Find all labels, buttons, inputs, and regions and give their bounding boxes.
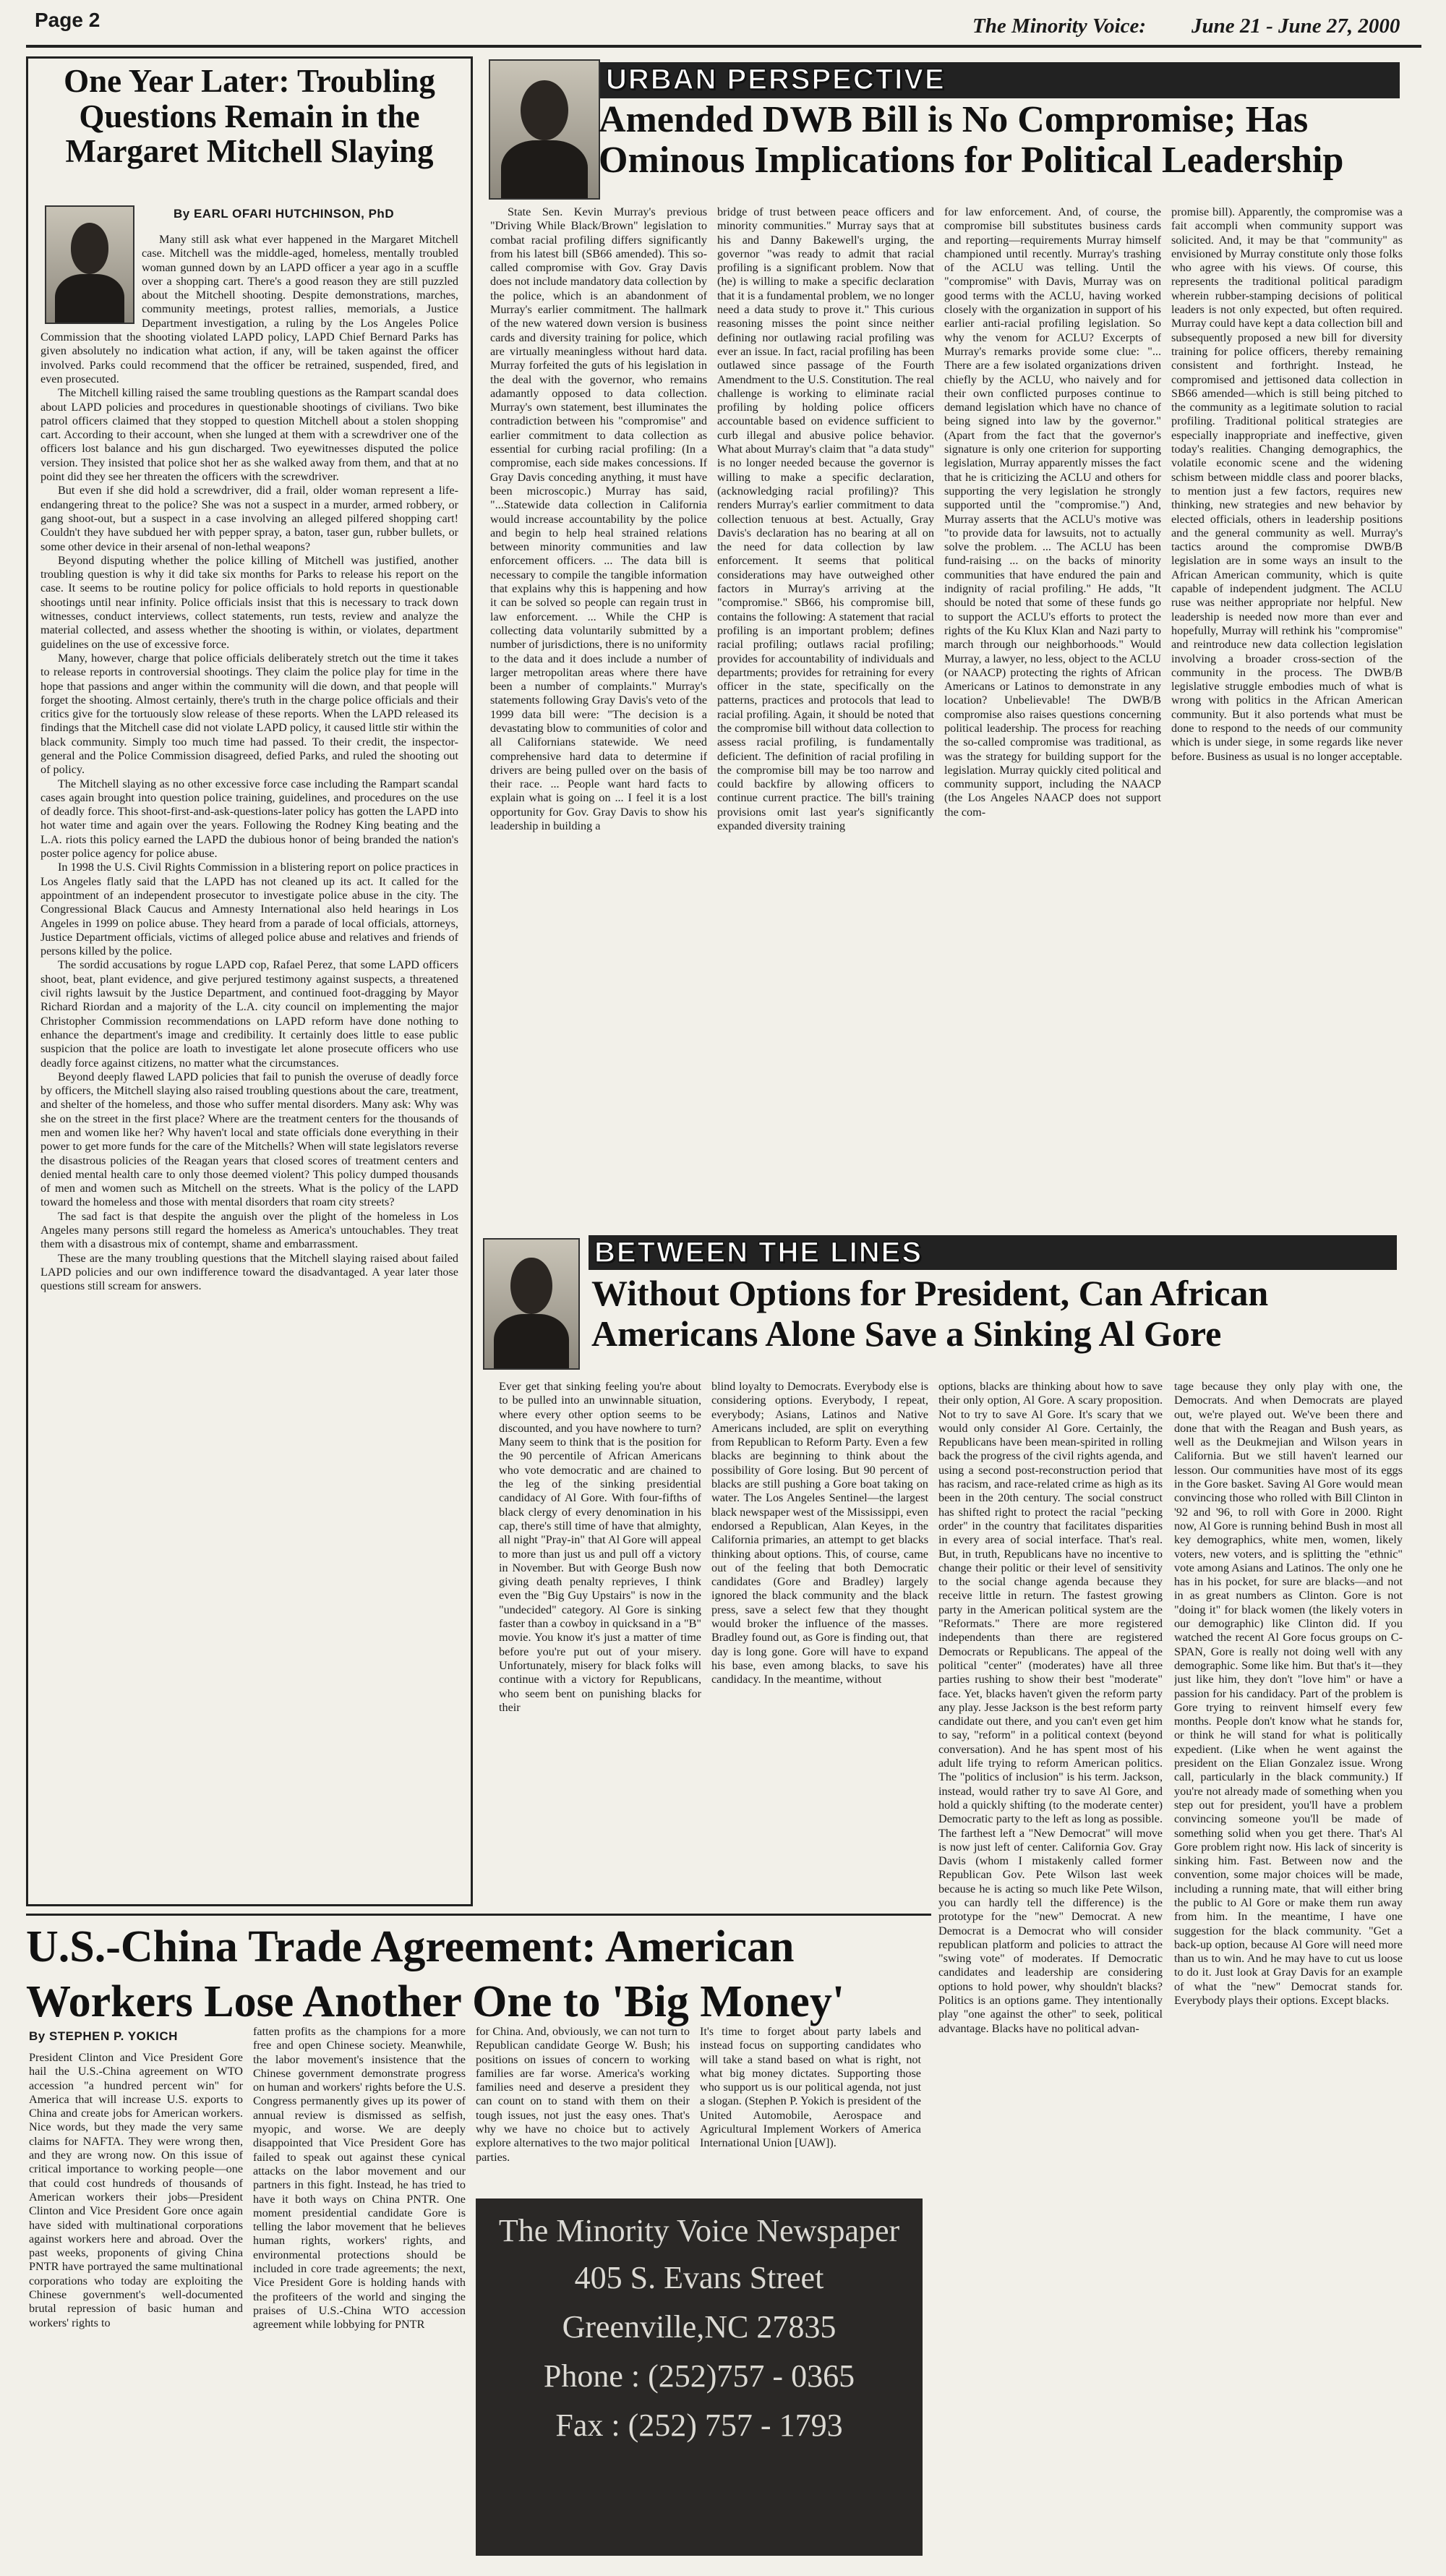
issue-dates: June 21 - June 27, 2000	[1192, 14, 1400, 38]
minority-voice-ad	[476, 2198, 923, 2556]
ad-line: Phone : (252)757 - 0365	[543, 2358, 855, 2394]
china-column-1: President Clinton and Vice President Gore hail the U.S.-China agreement on WTO accession "a hundred percent win" for America that will increase U.S. exports to China and create jobs for American workers. Nice words, but they made the very same claims for NAFTA. They were wrong then, and they are wrong now. On this issue of critical importance to working people—one that could cost hundreds of thousands of American workers their jobs—President Clinton and Vice President Gore once again have sided with multinational corporations against workers here and abroad. Over the past weeks, proponents of giving China PNTR have portrayed the same multinational corporations who today are exploiting the Chinese government's well-documented brutal repression of basic human and workers' rights to	[29, 2051, 243, 2329]
between-banner-text: BETWEEN THE LINES	[594, 1237, 923, 1268]
dwb-column-2: bridge of trust between peace officers and minority communities." Murray says that at his and Danny Bakewell's urging, the governor "was ready to admit that racial profiling is a significant problem. Now that (he) is willing to make a specific declaration that it is a fundamental problem, we no longer need a data study to prove it." This curious reasoning misses the point since neither defining nor outlawing racial profiling was ever an issue. In fact, racial profiling has been outlawed since passage of the Fourth Amendment to the U.S. Constitution. The real challenge is working to eliminate racial profiling by holding police officers accountable based on evidence sufficient to curb illegal and abusive police behavior. What about Murray's claim that "a data study" is no longer needed because the governor is willing to make a specific declaration, (acknowledging racial profiling)? This renders Murray's earlier commitment to data collection tenuous at best. Actually, Gray Davis's declaration has no bearing at all on the need for data collection by law enforcement. It seems that political considerations may have outweighed other factors in Murray's arriving at the "compromise." SB66, his compromise bill, contains the following: A statement that racial profiling is an important problem; defines racial profiling; outlaws racial profiling; provides for accountability of individuals and departments; provides for retraining for every officer in the state, specifically on the patterns, practices and protocols that lead to racial profiling. Again, it should be noted that the compromise bill without data collection to assess racial profiling, is fundamentally deficient. The definition of racial profiling in the compromise bill may be too narrow and could backfire by allowing officers to continue current practice. The bill's training provisions omit last year's significantly expanded diversity training	[717, 205, 934, 833]
mitchell-paragraph: Many still ask what ever happened in the Margaret Mitchell case. Mitchell was the middle-aged, homeless, mentally troubled woman gunned down by an LAPD officer a year ago in a scuffle over a shopping cart. There's a good reason they are still puzzled about the Mitchell shooting. Despite demonstrations, marches, community meetings, protest rallies, memorials, a Justice Department investigation, a ruling by the Los Angeles Police Commission that the shooting violated LAPD policy, LAPD Chief Bernard Parks has given absolutely no indication what action, if any, will be taken against the officer involved. Parks could recommend that the officer be retrained, suspended, fired, and even prosecuted.	[40, 233, 458, 385]
gore-column-1: Ever get that sinking feeling you're about to be pulled into an unwinnable situation, where every other option seems to be discounted, and you have nowhere to turn? Many seem to think that is the position for the 90 percentile of African Americans who vote democratic and are chained to the leg of the sinking presidential candidacy of Al Gore. With four-fifths of black clergy of every denomination in his cap, there's still time of have that almighty, all night "Pray-in" that Al Gore will appeal to more than just us and pull off a victory in November. But with George Bush now giving death penalty reprieves, I think even the "Big Guy Upstairs" is now in the "undecided" category. Al Gore is sinking faster than a cowboy in quicksand in a "B" movie. You know it's just a matter of time before you're put out of your misery. Unfortunately, misery for black folks will continue with a victory for Republicans, who seem bent on punishing blacks for their	[499, 1380, 701, 1714]
mitchell-paragraph: Beyond disputing whether the police killing of Mitchell was justified, another troubling question is why it did take six months for Parks to release his report on the case. It seems to be routine policy for police officials to hold reports in questionable shootings until near infinity. Police officials insist that this is necessary to track down witnesses, conduct interviews, collect statements, run tests, review and analyze the material collected, and assess whether the shooting is within, or violates, department guidelines on the use of excessive force.	[40, 553, 458, 651]
masthead-rule	[26, 45, 1421, 48]
china-column-4: It's time to forget about party labels and instead focus on supporting candidates who will take a stand based on what is right, not what big money dictates. Supporting those who support us is our political agenda, not just a slogan. (Stephen P. Yokich is president of the United Automobile, Aerospace and Agricultural Implement Workers of America International Union [UAW]).	[700, 2025, 921, 2150]
dwb-column-4: promise bill). Apparently, the compromise was a fait accompli when community support was solicited. And, it may be that "community" as envisioned by Murray constitute only those folks who agree with his views. Of course, this represents the traditional political paradigm wherein rubber-stamping decisions of political leaders is not only expected, but often required. Murray could have kept a data collection bill and subsequently proposed a new bill for diversity training for police officers, thereby remaining consistent and forthright. Instead, he compromised and jettisoned data collection in SB66 amended—which is still being pitched to the community as a legitimate solution to racial profiling. Traditional political strategies are especially inappropriate and ineffective, given today's realities. Changing demographics, the volatile economic scene and the widening schism between middle class and poorer blacks, to mention just a few factors, requires new thinking, new strategies and new behavior by elected officials, others in leadership positions and the general community as well. Murray's tactics around the compromise DWB/B legislation are in some ways an insult to the African American community, which is quite capable of independent judgment. The ACLU ruse was neither appropriate nor helpful. New leadership is needed now more than ever and hopefully, Murray will rethink his "compromise" and reintroduce new data collection legislation involving a broader cross-section of the community in the process. The DWB/B legislative struggle embodies much of what is wrong with politics in the African American community. But it also portends what must be done to respond to the needs of our community which is under siege, in some regards like never before. Business as usual is no longer acceptable.	[1171, 205, 1403, 763]
ad-line: Fax : (252) 757 - 1793	[555, 2407, 843, 2443]
china-top-rule	[26, 1914, 931, 1916]
ad-line: 405 S. Evans Street	[574, 2260, 824, 2295]
mitchell-byline: By EARL OFARI HUTCHINSON, PhD	[174, 207, 395, 221]
china-column-2: fatten profits as the champions for a more free and open Chinese society. Meanwhile, the labor movement's insistence that the Chinese government demonstrate progress on human and workers' rights before the U.S. Congress permanently gives up its power of annual review is dismissed as selfish, myopic, and worse. We are deeply disappointed that Vice President Gore has failed to speak out against these cynical attacks on the labor movement and our partners in this fight. Instead, he has tried to have it both ways on China PNTR. One moment presidential candidate Gore is telling the labor movement that he believes human rights, workers' rights, and environmental protections should be included in core trade agreements; the next, Vice President Gore is holding hands with the profiteers of the world and singing the praises of U.S.-China WTO accession agreement while lobbying for PNTR	[253, 2025, 466, 2332]
mitchell-headline: One Year Later: Troubling Questions Remain in the Margaret Mitchell Slaying	[64, 63, 435, 170]
mitchell-paragraph: But even if she did hold a screwdriver, did a frail, older woman represent a life-endangering threat to the police? She was not a suspect in a murder, armed robbery, or gang shoot-out, but a suspect in a case involving an alleged pilfered shopping cart! Couldn't they have subdued her with pepper spray, a baton, taser gun, rubber bullets, or some other device in their arsenal of non-lethal weapons?	[40, 484, 458, 553]
gore-headline: Without Options for President, Can African Americans Alone Save a Sinking Al Gore	[591, 1273, 1269, 1354]
mitchell-paragraph: The sordid accusations by rogue LAPD cop, Rafael Perez, that some LAPD officers shoot, beat, plant evidence, and give perjured testimony against suspects, a threatened civil rights lawsuit by the Justice Department, and continued foot-dragging by Mayor Richard Riordan and a majority of the L.A. city council on implementing the major Christopher Commission recommendations on LAPD reform have done nothing to enhance the department's image and credibility. It certainly does little to ease public suspicion that the police are loath to investigate let alone prosecute officers who use deadly force against citizens, no matter what the circumstances.	[40, 958, 458, 1070]
mitchell-paragraph: The Mitchell killing raised the same troubling questions as the Rampart scandal does about LAPD policies and procedures in questionable shootings of civilians. Two bike patrol officers claimed that they stopped to question Mitchell about a stolen shopping cart. According to their account, when she lunged at them with a screwdriver one of the officers lost balance and his gun discharged. Two eyewitnesses disputed the police version. They insisted that police shot her as she walked away from them, and that at no point did they see her threaten the officers with the screwdriver.	[40, 386, 458, 484]
china-headline: U.S.-China Trade Agreement: American Workers Lose Another One to 'Big Money'	[26, 1922, 845, 2026]
author-photo-urban	[489, 59, 600, 200]
mitchell-body	[40, 233, 458, 1896]
between-banner	[589, 1235, 1397, 1270]
ad-line: Greenville,NC 27835	[562, 2309, 837, 2345]
dwb-column-1: State Sen. Kevin Murray's previous "Driving While Black/Brown" legislation to combat racial profiling differs significantly from his latest bill (SB66 amended). This so-called compromise with Gov. Gray Davis does not include mandatory data collection by the police, which is an abandonment of Murray's earlier commitment. The hallmark of the new watered down version is business cards and diversity training for police, which are virtually meaningless without hard data. Murray forfeited the guts of his legislation in the deal with the governor, who remains adamantly opposed to data collection. Murray's own statement, best illuminates the contradiction between his "compromise" and earlier commitment to data collection as essential for curbing racial profiling: (In a compromise, each side makes concessions. If Gray Davis conceding anything, it must have been microscopic.) Murray has said, "...Statewide data collection in California would increase accountability by the police and begin to help heal strained relations between minority communities and law enforcement officers. ... The data bill is necessary to compile the tangible information that explains why this is happening and how it can be solved so people can regain trust in law enforcement. ... While the CHP is collecting data voluntarily submitted by a number of jurisdictions, there is no uniformity to the data and it does include a number of larger metropolitan areas where there have been a number of complaints." Murray's statements following Gray Davis's veto of the 1999 data bill were: "The decision is a devastating blow to communities of color and all Californians statewide. We need comprehensive hard data to determine if drivers are being pulled over on the basis of their race. ... People want hard facts to explain what is going on ... I feel it is a lost opportunity for Gov. Gray Davis to show his leadership in building a	[490, 205, 707, 833]
china-byline: By STEPHEN P. YOKICH	[29, 2029, 178, 2043]
gore-column-3: options, blacks are thinking about how to save their only option, Al Gore. A scary proposition. Not to try to save Al Gore. It's scary that we would only consider Al Gore. Certainly, the Republicans have been mean-spirited in rolling back the progress of the civil rights agenda, and using a second post-reconstruction period that has racism, and race-related crime as high as its been in the 20th century. The social construct has shifted right to protect the racial "pecking order" in the country that facilitates disparities in every area of social interface. That's real. But, in truth, Republicans have no incentive to change their politic or their level of sensitivity to the social change agenda because they receive little in return. The fastest growing party in the American political system are the "Reformats." There are more registered independents than there are registered Democrats or Republicans. The appeal of the political "center" (moderates) have all three parties rushing to show their best "moderate" face. Yet, blacks haven't given the reform party any play. Jesse Jackson is the best reform party candidate out there, and you can't even get him to say, "reform" in a political context (beyond conversation). And he has spent most of his adult life trying to reform American politics. The "politics of inclusion" is his term. Jackson, instead, would rather try to save Al Gore, and hold a quickly shifting (to the moderate center) Democratic party to the left as long as possible. The farthest left a "New Democrat" will move is now just left of center. California Gov. Gray Davis (whom I mistakenly called former Republican Gov. Pete Wilson last week because he is acting so much like Pete Wilson, you can hardly tell the difference) is the prototype for the "new" Democrat. A new Democrat is a Democrat who will consider republican platform and policies to attract the "swing vote" of moderates. If Democratic candidates and leadership are considering options to hold power, why shouldn't blacks? Politics is an options game. They intentionally play "one against the other" to seek, political advantage. Blacks have no political advan-	[938, 1380, 1163, 2035]
urban-banner-text: URBAN PERSPECTIVE	[606, 64, 946, 95]
gore-column-2: blind loyalty to Democrats. Everybody else is considering options. Everybody, I repeat, everybody; Asians, Latinos and Native Americans included, are split on everything from Republican to Reform Party. Even a few blacks are beginning to think about the possibility of Gore losing. But 90 percent of blacks are still pushing a Gore boat taking on water. The Los Angeles Sentinel—the largest black newspaper west of the Mississippi, even endorsed a Republican, Alan Keyes, in the California primaries, an attempt to get blacks thinking about options. This, of course, came out of the feeling that both Democratic candidates (Gore and Bradley) largely ignored the black community and the black press, save a select few that they thought would broker the influence of the masses. Bradley found out, as Gore is finding out, that day is long gone. Gore will have to expand his base, even among blacks, to save his candidacy. In the meantime, without	[711, 1380, 928, 1686]
mitchell-paragraph: The sad fact is that despite the anguish over the plight of the homeless in Los Angeles many persons still regard the homeless as America's untouchables. They treat them with a disastrous mix of contempt, shame and embarrassment.	[40, 1209, 458, 1251]
ad-line: The Minority Voice Newspaper	[498, 2213, 900, 2248]
dwb-column-3: for law enforcement. And, of course, the compromise bill substitutes business cards and reporting—requirements Murray himself championed until recently. Murray's trashing of the ACLU was telling. Until the "compromise" with Davis, Murray was on good terms with the ACLU, having worked closely with the organization in support of his earlier anti-racial profiling legislation. So why the venom for ACLU? Excerpts of Murray's remarks provide some clue: "... There are a few isolated organizations driven chiefly by the ACLU, who naively and for their own conflicted purposes continue to demand legislation which have no chance of being signed into law by the governor." (Apart from the fact that the governor's signature is only one criterion for supporting legislation, Murray apparently misses the fact that he is criticizing the ACLU and others for supporting the very legislation he strongly supported until the "compromise.") And, Murray asserts that the ACLU's motive was "to provide data for lawsuits, not to actually solve the problem. ... The ACLU has been fund-raising ... on the backs of minority communities that have endured the pain and indignity of racial profiling." He adds, "It should be noted that some of these funds go to support the ACLU's efforts to protect the rights of the Ku Klux Klan and Nazi party to march through our neighborhoods." Would Murray, a lawyer, no less, object to the ACLU (or NAACP) protecting the rights of African Americans or Latinos to demonstrate in any location? Unbelievable! The DWB/B compromise also raises questions concerning political leadership. The process for reaching the so-called compromise was traditional, as was the strategy for building support for the legislation. Murray quickly cited political and community support, including the NAACP (the Los Angeles NAACP does not support the com-	[944, 205, 1161, 819]
author-photo-gore-column	[483, 1238, 580, 1370]
mitchell-paragraph: The Mitchell slaying as no other excessive force case including the Rampart scandal cases again brought into question police training, guidelines, and procedures on the use of deadly force. This shoot-first-and-ask-questions-later policy has gotten the LAPD into hot water time and again over the years. Following the Rodney King beating and the L.A. riots this policy earned the LAPD the dubious honor of being branded the nation's poster police agency for police abuse.	[40, 777, 458, 861]
china-column-3: for China. And, obviously, we can not turn to Republican candidate George W. Bush; his positions on issues of concern to working families are far worse. America's working families need and deserve a president they can count on to stand with them on their tough issues, not just the easy ones. That's why we have no choice but to actively explore alternatives to the two major political parties.	[476, 2025, 690, 2164]
dwb-headline: Amended DWB Bill is No Compromise; Has Ominous Implications for Political Leadership	[599, 99, 1344, 181]
mitchell-paragraph: Beyond deeply flawed LAPD policies that fail to punish the overuse of deadly force by officers, the Mitchell slaying also raised troubling questions about the care, treatment, and shelter of the homeless, and those who suffer mental disorders. Many ask: Why was she on the street in the first place? Where are the treatment centers for the thousands of men and women like her? Why haven't local and state officials done everything in their power to get more funds for the care of the Mitchells? When will state legislators reverse the disastrous policies of the Reagan years that closed scores of treatment centers and denied mental health care to only those deemed violent? This policy dumped thousands of men and women such as Mitchell on the streets. What is the policy of the LAPD toward the homeless and those with mental disorders that roam city streets?	[40, 1070, 458, 1209]
urban-banner	[600, 62, 1400, 98]
page-number: Page 2	[35, 9, 100, 31]
mitchell-paragraph: In 1998 the U.S. Civil Rights Commission in a blistering report on police practices in Los Angeles flatly said that the LAPD has not cleaned up its act. It called for the appointment of an independent prosecutor to investigate police abuse in the city. The Congressional Black Caucus and Amnesty International also held hearings in Los Angeles in 1999 on police abuse. They heard from a parade of local officials, attorneys, Justice Department officials, victims of alleged police abuse and relatives and friends of persons killed by the police.	[40, 861, 458, 958]
paper-name: The Minority Voice:	[972, 14, 1147, 38]
mitchell-paragraph: These are the many troubling questions that the Mitchell slaying raised about failed LAPD policies and our own indifference toward the disadvantaged. A year later those questions still scream for answers.	[40, 1251, 458, 1293]
mitchell-paragraph: Many, however, charge that police officials deliberately stretch out the time it takes to release reports in controversial shootings. They claim the police play for time in the hope that passions and anger within the community will die down, and that people will forget the shooting. Almost certainly, there's truth in the charge police officials and their critics give for the tortuously slow release of these reports. When the LAPD released its findings that the Mitchell case did not violate LAPD policy, it caused little stir within the black community. Simply too much time had passed. To their credit, the inspector-general and the Police Commission disagreed, defied Parks, and ruled the shooting out of policy.	[40, 651, 458, 777]
gore-column-4: tage because they only play with one, the Democrats. And when Democrats are played out, we're played out. We've been there and done that with the Reagan and Bush years, as well as the Deukmejian and Wilson years in California. But we still haven't learned our lesson. Our communities have most of its eggs in the Gore basket. Saving Al Gore would mean convincing those who rolled with Bill Clinton in '92 and '96, to roll with Gore in 2000. Right now, Al Gore is running behind Bush in most all key demographics, white men, women, likely voters, new voters, and is splitting the "ethnic" vote among Asians and Latinos. The only one he has in his pocket, for sure are blacks—and not in as great numbers as Clinton. Gore is not "doing it" for black women (the likely voters in our demographic) like Clinton did. If you watched the recent Al Gore focus groups on C-SPAN, Gore is really not doing well with any demographic. Some like him. But that's it—they just like him, they don't "love him" or have a passion for his candidacy. Part of the problem is Gore trying to reinvent himself every few months. People don't know what he stands for, or think he will stand for what is politically expedient. (Like when he went against the president on the Elian Gonzalez issue. Wrong call, particularly in the black community.) If you're not already made of something when you step out for president, you'll have a problem convincing someone you'll be made of something solid when you get there. That's Al Gore problem right now. His lack of sincerity is sinking him. Fast. Between now and the convention, some major choices will be made, including a running mate, that will either bring the public to Al Gore or make them run away from him. In the meantime, I have one suggestion for the black community. "Get a back-up option, because Al Gore will need more than us to win. And he may have to cut us loose to do it. Just look at Gray Davis for an example of what the "new" Democrat stands for. Everybody plays their options. Except blacks.	[1174, 1380, 1403, 2008]
